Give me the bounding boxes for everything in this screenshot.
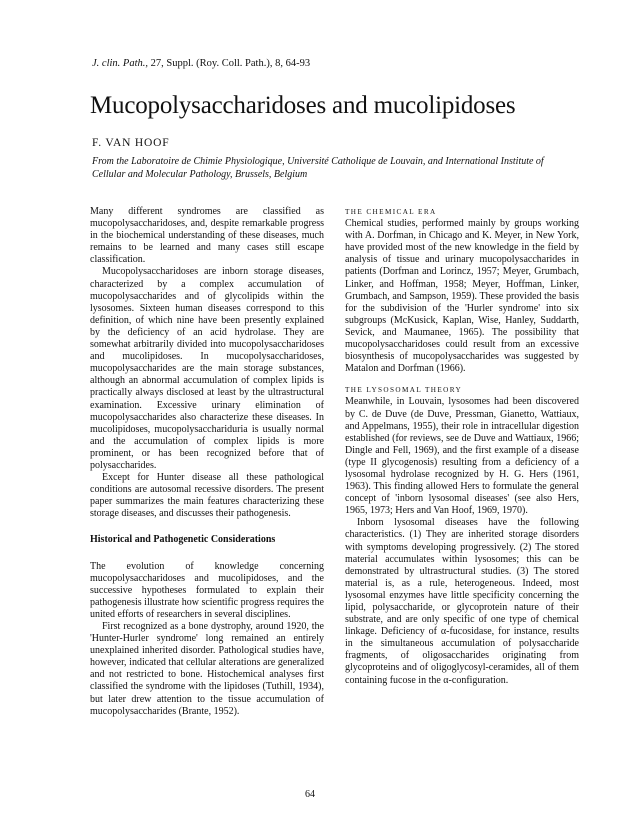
section-heading-historical: Historical and Pathogenetic Considerations bbox=[90, 534, 276, 546]
article-title: Mucopolysaccharidoses and mucolipidoses bbox=[90, 92, 516, 119]
lysosomal-paragraph-2: Inborn lysosomal diseases have the following characteristics. (1) They are inherited storage disorders with symptoms developing progressively. (2) The stored material accumulates within lysosomes; this can be demonstrated by ultrastructural studies. (3) The stored material is, as a rule, heterogeneous. Indeed, most lysosomal enzymes have little specificity concerning the lipid, polysaccharide, or glycoprotein nature of their substrate, and are only specific of one type of chemical linkage. Deficiency of α-fucosidase, for instance, results in the simultaneous accumulation of polysaccharide fragments, of oligosaccharides originating from glycoproteins and of oligoglycosyl-ceramides, all of them containing fucose in the α-configuration. bbox=[345, 517, 579, 686]
historical-paragraph-1: The evolution of knowledge concerning mucopolysaccharidoses and mucolipidoses, and the successive hypotheses formulated to explain their pathogenesis illustrate how scientific progress requires the united efforts of researchers in several disciplines. bbox=[90, 560, 324, 620]
intro-paragraph-3: Except for Hunter disease all these pathological conditions are autosomal recessive disorders. The present paper summarizes the main features characterizing these storage diseases, and discusses their pathogenesis. bbox=[90, 472, 324, 520]
historical-paragraph-2: First recognized as a bone dystrophy, around 1920, the 'Hunter-Hurler syndrome' long remained an entirely unexplained inherited disorder. Pathological studies have, however, indicated that cellular alterations are generalized and not restricted to bone. Histochemical analyses first classified the syndrome with the lipidoses (Tuthill, 1934), but later drew attention to the tissue accumulation of mucopolysaccharides (Brante, 1952). bbox=[90, 621, 324, 717]
journal-name: J. clin. Path., bbox=[92, 58, 148, 69]
subheading-lysosomal-theory: THE LYSOSOMAL THEORY bbox=[345, 386, 463, 395]
page-number: 64 bbox=[305, 789, 315, 800]
chemical-era-paragraph: Chemical studies, performed mainly by groups working with A. Dorfman, in Chicago and K. Meyer, in New York, have provided most of the new knowledge in the field by analysis of tissue and urinary mucopolysaccharides in patients (Dorfman and Lorincz, 1957; Meyer, Grumbach, Linker, and Hoffman, 1958; Meyer, Hoffman, Linker, Grumbach, and Sampson, 1959). These provided the basis for the subdivision of the 'Hurler syndrome' into six subgroups (McKusick, Kaplan, Wise, Hanley, Suddarth, Sevick, and Maumanee, 1965). The possibility that mucopolysaccharidoses could result from an excessive biosynthesis of mucopolysaccharides was suggested by Matalon and Dorfman (1966). bbox=[345, 218, 579, 375]
citation-details: 27, Suppl. (Roy. Coll. Path.), 8, 64-93 bbox=[148, 58, 311, 69]
left-column bbox=[90, 206, 324, 718]
author-name: F. VAN HOOF bbox=[92, 137, 170, 149]
author-affiliation: From the Laboratoire de Chimie Physiologique, Université Catholique de Louvain, and International Institute of Cellular and Molecular Pathology, Brussels, Belgium bbox=[92, 156, 544, 180]
lysosomal-paragraph-1: Meanwhile, in Louvain, lysosomes had been discovered by C. de Duve (de Duve, Pressman, Gianetto, Wattiaux, and Appelmans, 1955), their role in intracellular digestion established (for reviews, see de Duve and Wattiaux, 1966; Dingle and Fell, 1969), and the first example of a disease (type II glycogenosis) resulting from a deficiency of a lysosomal hydrolase recognized by H. G. Hers (1961, 1963). This finding allowed Hers to formulate the general concept of 'inborn lysosomal diseases' (see also Hers, 1965, 1973; Hers and Van Hoof, 1969, 1970). bbox=[345, 396, 579, 517]
intro-paragraph-1: Many different syndromes are classified as mucopolysaccharidoses, and, despite remarkable progress in the biochemical understanding of these diseases, much remains to be learned and many cases still escape classification. bbox=[90, 206, 324, 266]
right-column bbox=[345, 206, 579, 687]
journal-citation bbox=[92, 58, 310, 69]
subheading-chemical-era: THE CHEMICAL ERA bbox=[345, 208, 437, 216]
intro-paragraph-2: Mucopolysaccharidoses are inborn storage diseases, characterized by a complex accumulation of mucopolysaccharides and of glycolipids within the lysosomes. Sixteen human diseases correspond to this definition, of which nine have been presently explained by the deficiency of an acid hydrolase. They are somewhat arbitrarily divided into mucopolysaccharidoses and mucolipidoses. In mucopolysaccharidoses, mucopolysaccharides are the main storage substances, although an abnormal accumulation of complex lipids is practically always disclosed at least by the ultrastructural examination. Excessive urinary elimination of mucopolysaccharides also characterize these diseases. In mucolipidoses, mucopolysacchariduria is usually normal and the accumulation of complex lipids is more prominent, or has been recognized before that of polysaccharides. bbox=[90, 266, 324, 471]
